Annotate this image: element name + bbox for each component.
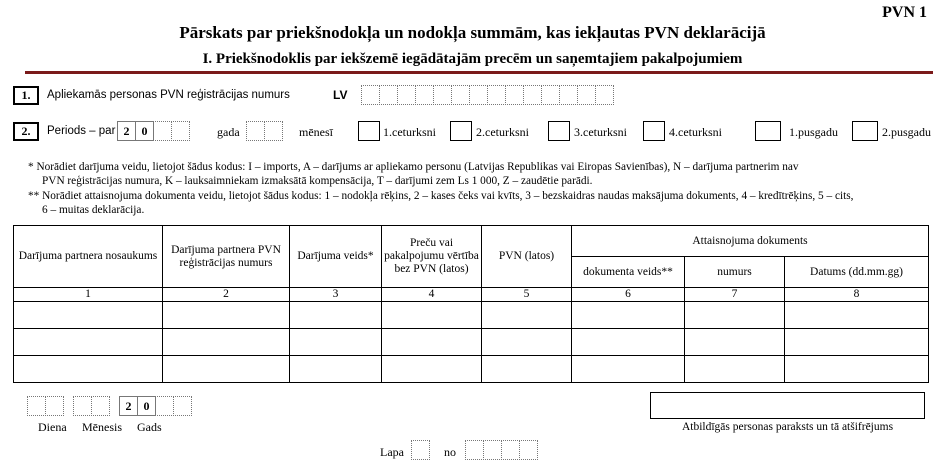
page-title: Pārskats par priekšnodokļa un nodokļa summām, kas iekļautas PVN deklarācijā (179, 23, 766, 42)
month-label: Mēnesis (82, 420, 122, 434)
column-number: 1 (14, 288, 163, 302)
table-row[interactable] (14, 329, 929, 356)
header-divider (25, 71, 933, 74)
col-date: Datums (dd.mm.gg) (785, 257, 929, 288)
h1-label: 1.pusgadu (789, 125, 838, 139)
date-input[interactable] (27, 396, 191, 416)
page-total-input[interactable] (465, 440, 537, 460)
row1-label: Apliekamās personas PVN reģistrācijas numurs (47, 89, 290, 101)
form-code: PVN 1 (882, 4, 927, 21)
col-document-number: numurs (685, 257, 785, 288)
q3-checkbox[interactable] (548, 121, 570, 141)
h2-checkbox[interactable] (852, 121, 878, 141)
gada-label: gada (217, 125, 240, 139)
h2-label: 2.pusgadu (882, 125, 931, 139)
vat-number-input[interactable] (361, 85, 613, 105)
signature-label: Atbildīgās personas paraksts un tā atšifrējums (681, 421, 894, 433)
transactions-table (13, 225, 929, 383)
note-document-type-l1: ** Norādiet attaisnojuma dokumenta veidu, lietojot šādus kodus: 1 – nodokļa rēķins, 2 – kases čeks vai kvīts, 3 – bezskaidras naudas maksājuma dokuments, 4 – kredītrēķins, 5 – cits, (28, 190, 854, 202)
q4-checkbox[interactable] (643, 121, 665, 141)
note-transaction-type-l1: * Norādiet darījuma veidu, lietojot šādus kodus: I – imports, A – darījums ar apliekamo personu (Latvijas Republikas vai Eiropas Savienības), N – darījuma partnerim nav (28, 161, 799, 173)
q2-checkbox[interactable] (450, 121, 472, 141)
row1-number: 1. (21, 88, 31, 102)
menesi-label: mēnesī (299, 125, 333, 139)
row2-label: Periods – par (47, 125, 116, 137)
q1-checkbox[interactable] (358, 121, 380, 141)
q1-label: 1.ceturksni (383, 125, 436, 139)
table-row[interactable] (14, 302, 929, 329)
column-number: 8 (785, 288, 929, 302)
row2-number: 2. (21, 124, 31, 138)
date-year-digit[interactable]: 2 (119, 396, 138, 416)
column-number: 4 (382, 288, 482, 302)
col-vat: PVN (latos) (482, 226, 572, 288)
col-value: Preču vai pakalpojumu vērtība bez PVN (latos) (382, 226, 482, 288)
q4-label: 4.ceturksni (669, 125, 722, 139)
period-year-input[interactable] (117, 121, 189, 141)
lv-prefix: LV (333, 88, 348, 102)
day-label: Diena (38, 420, 67, 434)
col-transaction-type: Darījuma veids* (290, 226, 382, 288)
year-digit[interactable]: 2 (117, 121, 136, 141)
date-year-digit[interactable]: 0 (137, 396, 156, 416)
col-document-type: dokumenta veids** (572, 257, 685, 288)
column-number: 2 (163, 288, 290, 302)
page-number-input[interactable] (411, 440, 429, 460)
period-month-input[interactable] (246, 121, 282, 141)
column-number: 3 (290, 288, 382, 302)
table-row[interactable] (14, 356, 929, 383)
q2-label: 2.ceturksni (476, 125, 529, 139)
year-label: Gads (137, 420, 162, 434)
col-partner-vat: Darījuma partnera PVN reģistrācijas numurs (163, 226, 290, 288)
column-number: 7 (685, 288, 785, 302)
col-partner-name: Darījuma partnera nosaukums (14, 226, 163, 288)
signature-field[interactable] (650, 392, 925, 419)
section-subtitle: I. Priekšnodoklis par iekšzemē iegādātajām precēm un saņemtajiem pakalpojumiem (202, 51, 743, 67)
year-digit[interactable] (171, 121, 190, 141)
year-digit[interactable]: 0 (135, 121, 154, 141)
year-digit[interactable] (153, 121, 172, 141)
column-number: 5 (482, 288, 572, 302)
column-number: 6 (572, 288, 685, 302)
col-group-document: Attaisnojuma dokuments (572, 226, 929, 257)
note-document-type-l2: 6 – muitas deklarācija. (42, 204, 145, 216)
q3-label: 3.ceturksni (574, 125, 627, 139)
page-of-label: no (444, 445, 456, 459)
h1-checkbox[interactable] (755, 121, 781, 141)
note-transaction-type-l2: PVN reģistrācijas numura, K – lauksaimniekam izmaksātā kompensācija, T – darījumi zem Ls 1 000, Z – zaudētie parādi. (42, 175, 593, 187)
page-label: Lapa (380, 445, 404, 459)
